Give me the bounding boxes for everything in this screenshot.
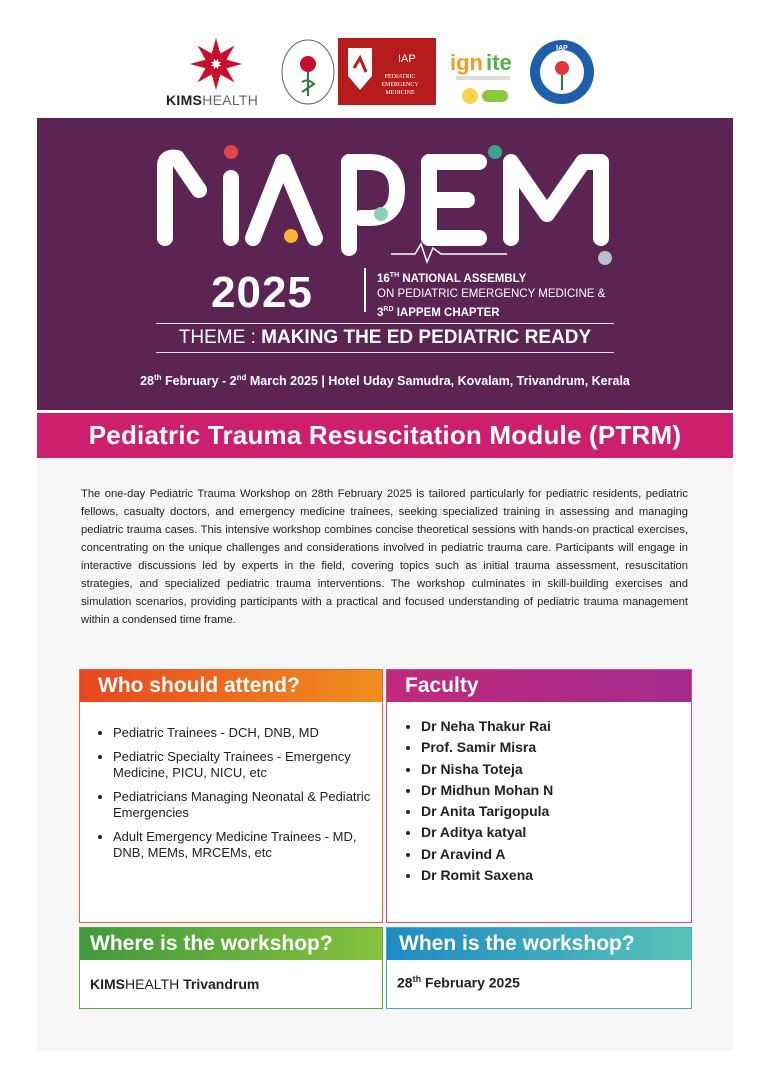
- event-year: 2025: [211, 268, 313, 317]
- iap-pem-logo: [338, 38, 436, 105]
- list-item: • Pediatricians Managing Neonatal & Pediatric Emergencies: [113, 789, 381, 821]
- faculty-heading: Faculty: [387, 670, 691, 702]
- list-item: • Adult Emergency Medicine Trainees - MD, DNB, MEMs, MRCEMs, etc: [113, 829, 381, 861]
- iap-label: IAP: [398, 53, 416, 65]
- napem-title-wordmark: [37, 118, 733, 268]
- who-should-attend-heading: Who should attend?: [80, 670, 382, 702]
- when-box: [386, 927, 692, 1009]
- who-should-attend-box: [79, 669, 383, 923]
- when-heading: When is the workshop?: [387, 928, 691, 960]
- faculty-list: [399, 716, 553, 886]
- logo-strip: [0, 0, 769, 118]
- svg-text:PEDIATRIC: PEDIATRIC: [384, 74, 416, 80]
- event-dates-venue: 28th February - 2nd March 2025 | Hotel Uday Samudra, Kovalam, Trivandrum, Kerala: [140, 373, 630, 389]
- svg-text:ign: ign: [450, 50, 483, 75]
- attendee-list: [93, 725, 381, 869]
- kims-logo-text: KIMSHEALTH: [166, 92, 259, 108]
- assembly-info: 16TH NATIONAL ASSEMBLY ON PEDIATRIC EMERGENCY MEDICINE & 3RD IAPPEM CHAPTER: [377, 272, 606, 319]
- svg-text:IAP: IAP: [556, 45, 568, 52]
- list-item: • Dr Nisha Toteja: [421, 759, 553, 780]
- theme-line: THEME : MAKING THE ED PEDIATRIC READY: [156, 323, 614, 353]
- venue-value: KIMSHEALTH Trivandrum: [90, 976, 260, 992]
- list-item: • Dr Romit Saxena: [421, 865, 553, 886]
- iap-seal-logo: [280, 38, 336, 106]
- workshop-description: The one-day Pediatric Trauma Workshop on 28th February 2025 is tailored particularly for pediatric residents, pediatric fellows, casualty doctors, and emergency medicine trainees, seeking specialized training in assessing and managing pediatric trauma cases. This intensive workshop combines concise theoretical sessions with hands-on practical exercises, concentrating on the unique challenges and considerations involved in pediatric trauma care. Participants will engage in interactive discussions led by experts in the field, covering topics such as initial trauma assessment, resuscitation strategies, and specialized pediatric trauma interventions. The workshop culminates in skill-building exercises and simulation scenarios, providing participants with a practical and focused understanding of pediatric trauma management within a condensed time frame.: [81, 488, 688, 626]
- list-item: • Prof. Samir Misra: [421, 737, 553, 758]
- svg-text:MEDICINE: MEDICINE: [385, 90, 415, 96]
- list-item: • Dr Midhun Mohan N: [421, 780, 553, 801]
- list-item: • Dr Anita Tarigopula: [421, 801, 553, 822]
- where-box: [79, 927, 383, 1009]
- content-panel: [37, 458, 733, 1050]
- where-heading: Where is the workshop?: [80, 928, 382, 960]
- list-item: • Pediatric Specialty Trainees - Emergency Medicine, PICU, NICU, etc: [113, 749, 381, 781]
- kims-star-logo: [188, 36, 244, 92]
- svg-text:EMERGENCY: EMERGENCY: [381, 82, 419, 88]
- list-item: • Dr Aditya katyal: [421, 822, 553, 843]
- list-item: • Dr Neha Thakur Rai: [421, 716, 553, 737]
- module-title: Pediatric Trauma Resuscitation Module (PTRM): [37, 413, 733, 458]
- faculty-box: [386, 669, 692, 923]
- svg-text:ite: ite: [486, 50, 512, 75]
- list-item: • Pediatric Trainees - DCH, DNB, MD: [113, 725, 381, 741]
- ignite-logo: [446, 42, 520, 106]
- napem-banner: [37, 118, 733, 410]
- date-value: 28th February 2025: [397, 974, 520, 991]
- divider: [364, 268, 366, 312]
- iap-trivandrum-logo: [528, 38, 596, 106]
- list-item: • Dr Aravind A: [421, 844, 553, 865]
